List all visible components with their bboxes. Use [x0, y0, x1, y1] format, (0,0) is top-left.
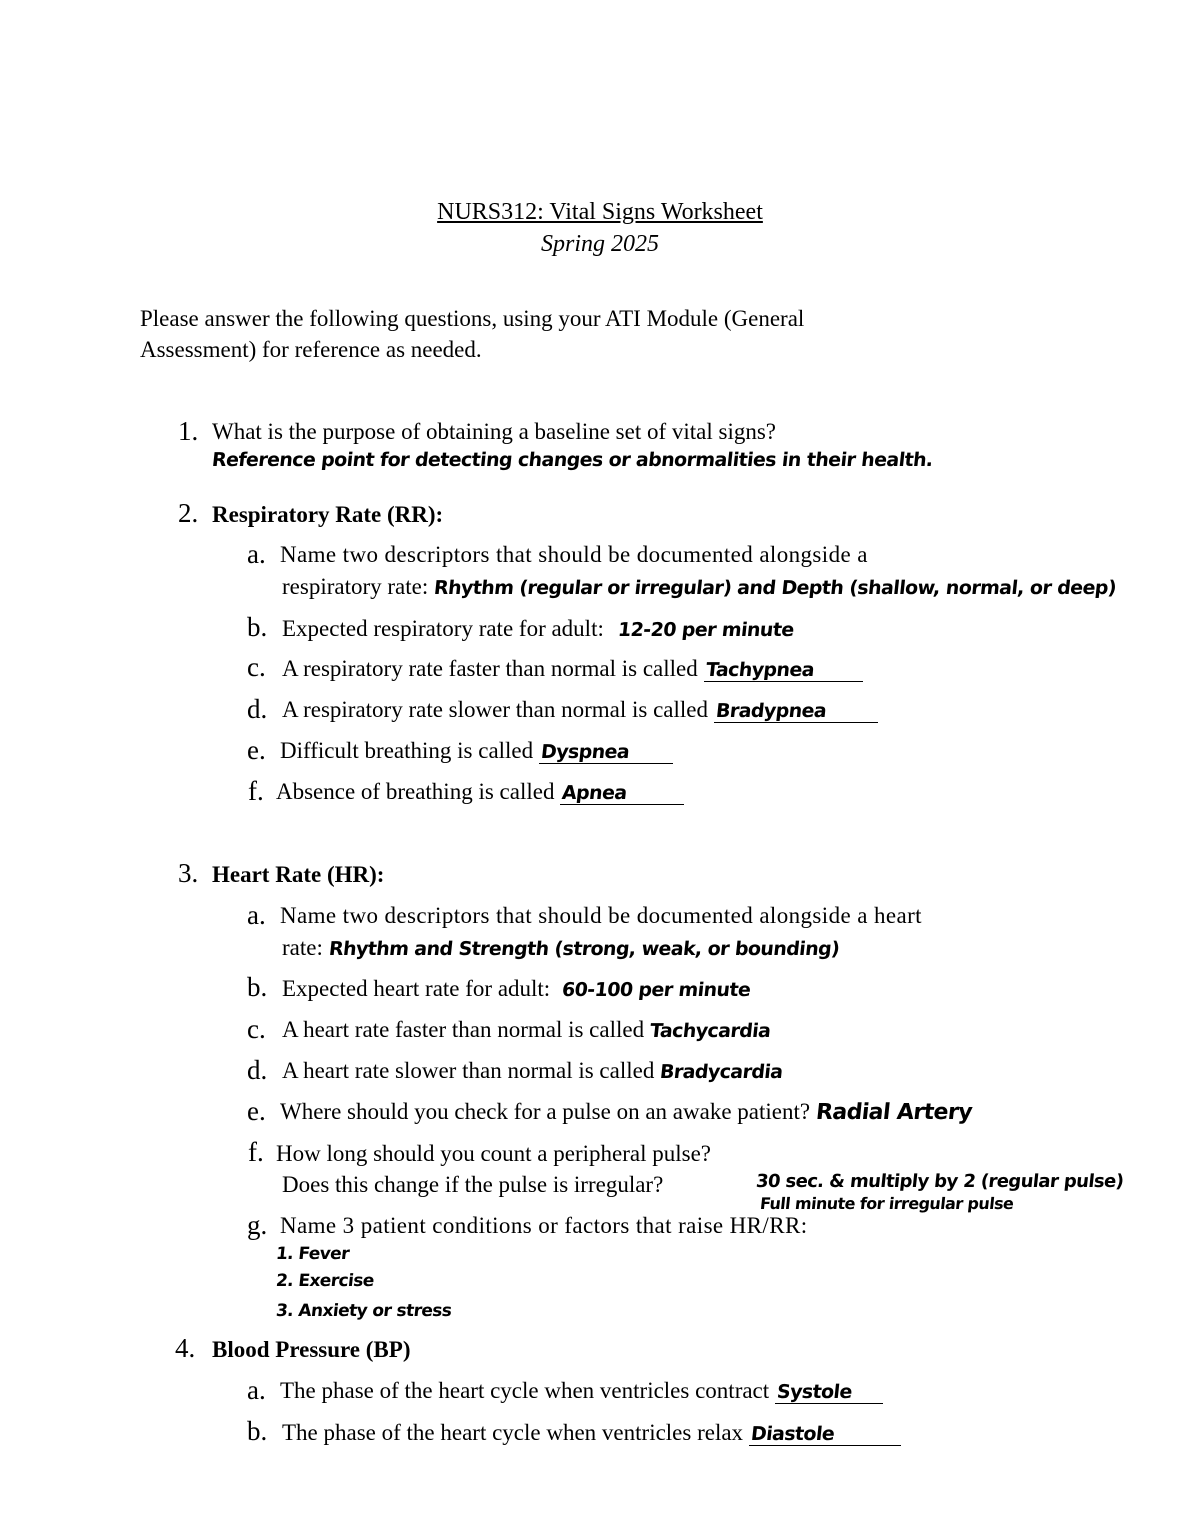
q3-f-letter: f.	[248, 1137, 264, 1167]
q2-d-answer: Bradypnea	[714, 700, 828, 722]
q3-e-line	[280, 1100, 972, 1124]
q3-d-answer: Bradycardia	[658, 1061, 784, 1083]
instructions-line-2: Assessment) for reference as needed.	[140, 337, 482, 362]
worksheet-title: NURS312: Vital Signs Worksheet	[437, 199, 763, 225]
question-2-heading-text: Respiratory Rate (RR):	[212, 502, 444, 527]
q2-a-line-2	[282, 575, 1116, 598]
question-2-number: 2.	[178, 498, 199, 528]
question-3-heading	[212, 863, 384, 886]
q2-c-letter: c.	[247, 652, 266, 682]
q3-b-letter: b.	[247, 972, 268, 1002]
q4-b-blank	[749, 1421, 901, 1446]
q3-c-text: A heart rate faster than normal is called	[282, 1017, 645, 1042]
q2-f-line	[276, 780, 684, 805]
q4-a-line	[280, 1379, 883, 1404]
term-label: Spring 2025	[540, 231, 659, 257]
question-1-number: 1.	[178, 416, 199, 446]
q3-f-answer-1: 30 sec. & multiply by 2 (regular pulse)	[754, 1171, 1125, 1192]
q3-c-line	[282, 1018, 770, 1041]
q3-f-answer-2: Full minute for irregular pulse	[759, 1194, 1015, 1213]
q3-a-text-1: Name two descriptors that should be documented alongside a heart	[280, 903, 922, 928]
q4-a-answer: Systole	[775, 1381, 853, 1403]
question-1-answer	[212, 447, 933, 470]
q3-g-answer-1-wrap	[276, 1240, 349, 1263]
q3-f-text-2: Does this change if the pulse is irregular?	[282, 1172, 664, 1197]
q4-b-letter: b.	[247, 1416, 268, 1446]
q2-f-text: Absence of breathing is called	[276, 779, 555, 804]
instructions-line-1: Please answer the following questions, using your ATI Module (General	[140, 306, 805, 331]
q2-f-blank	[560, 780, 684, 805]
q4-a-text: The phase of the heart cycle when ventricles contract	[280, 1378, 770, 1403]
q2-e-answer: Dyspnea	[539, 741, 631, 763]
q2-a-answer: Rhythm (regular or irregular) and Depth (shallow, normal, or deep)	[432, 577, 1118, 599]
q2-a-letter: a.	[247, 539, 266, 569]
q2-e-line	[280, 739, 673, 764]
question-4-heading	[212, 1338, 410, 1361]
q3-f-answer-1-wrap	[756, 1168, 1123, 1191]
q3-c-answer: Tachycardia	[648, 1020, 772, 1042]
q3-g-answer-2-wrap	[276, 1267, 374, 1290]
q2-b-letter: b.	[247, 612, 268, 642]
q3-g-answer-2: 2. Exercise	[275, 1271, 375, 1291]
q3-g-text: Name 3 patient conditions or factors that raise HR/RR:	[280, 1213, 808, 1238]
q3-b-text: Expected heart rate for adult:	[282, 976, 551, 1001]
q3-c-letter: c.	[247, 1014, 266, 1044]
question-1-text: What is the purpose of obtaining a baseline set of vital signs?	[212, 419, 777, 444]
q2-d-letter: d.	[247, 694, 268, 724]
q2-b-line	[282, 617, 793, 640]
q3-e-letter: e.	[247, 1096, 266, 1126]
q3-d-text: A heart rate slower than normal is called	[282, 1058, 655, 1083]
q3-f-answer-2-wrap	[760, 1190, 1013, 1213]
q3-g-letter: g.	[247, 1210, 268, 1240]
q2-d-blank	[714, 698, 878, 723]
q2-f-letter: f.	[248, 776, 264, 806]
q2-f-answer: Apnea	[561, 782, 628, 804]
question-3-heading-text: Heart Rate (HR):	[212, 862, 385, 887]
q2-c-text: A respiratory rate faster than normal is called	[282, 656, 698, 681]
q2-b-text: Expected respiratory rate for adult:	[282, 616, 604, 641]
q3-e-answer: Radial Artery	[814, 1100, 974, 1125]
q3-g-answer-3: 3. Anxiety or stress	[275, 1301, 453, 1321]
question-2-heading	[212, 503, 443, 526]
q3-a-text-2: rate:	[282, 935, 323, 960]
q4-a-letter: a.	[247, 1375, 266, 1405]
q2-e-letter: e.	[247, 735, 266, 765]
q2-a-text-2: respiratory rate:	[282, 574, 429, 599]
q2-e-text: Difficult breathing is called	[280, 738, 534, 763]
q3-b-line	[282, 977, 750, 1000]
q2-c-blank	[704, 657, 863, 682]
q2-e-blank	[539, 739, 673, 764]
question-4-number: 4.	[175, 1333, 196, 1363]
q2-b-answer: 12-20 per minute	[616, 619, 795, 641]
q4-a-blank	[775, 1379, 883, 1404]
q3-g-answer-1: 1. Fever	[275, 1244, 350, 1264]
q3-e-text: Where should you check for a pulse on an awake patient?	[280, 1099, 811, 1124]
q3-a-answer: Rhythm and Strength (strong, weak, or bounding)	[327, 938, 840, 960]
q4-b-text: The phase of the heart cycle when ventricles relax	[282, 1420, 744, 1445]
q2-c-line	[282, 657, 863, 682]
q3-a-letter: a.	[247, 900, 266, 930]
q2-d-text: A respiratory rate slower than normal is called	[282, 697, 708, 722]
handwritten-answer: Reference point for detecting changes or abnormalities in their health.	[210, 449, 934, 471]
q4-b-line	[282, 1421, 901, 1446]
q3-g-answer-3-wrap	[276, 1297, 451, 1320]
q2-d-line	[282, 698, 878, 723]
q3-d-letter: d.	[247, 1055, 268, 1085]
q4-b-answer: Diastole	[749, 1423, 836, 1445]
q3-b-answer: 60-100 per minute	[560, 979, 752, 1001]
q2-c-answer: Tachypnea	[704, 659, 815, 681]
q3-a-line-2	[282, 936, 839, 959]
q3-d-line	[282, 1059, 783, 1082]
q2-a-text-1: Name two descriptors that should be documented alongside a	[280, 542, 868, 567]
q3-f-text-1: How long should you count a peripheral pulse?	[276, 1141, 711, 1166]
question-4-heading-text: Blood Pressure (BP)	[212, 1337, 411, 1362]
question-3-number: 3.	[178, 858, 199, 888]
